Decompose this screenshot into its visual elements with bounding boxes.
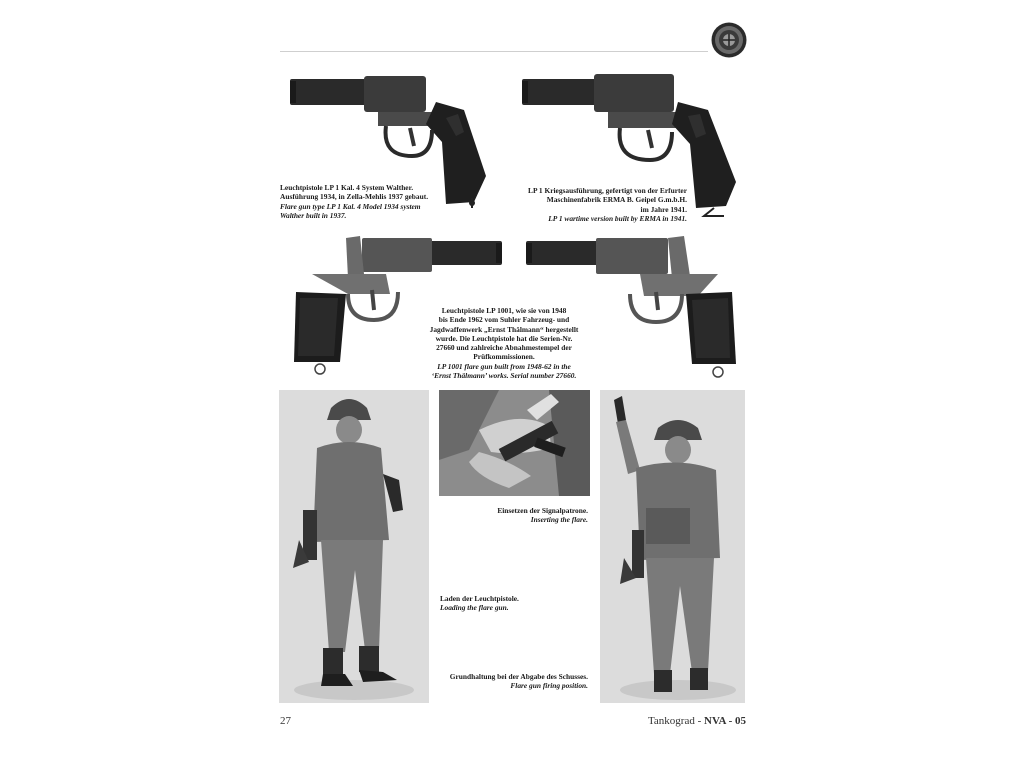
nva-emblem-icon [711,22,747,58]
soldier-firing-photo [600,390,745,703]
caption-firing [440,672,588,691]
caption-lp1001 [420,306,588,380]
publisher-name: Tankograd - [647,715,705,727]
caption-lp1-erma-en-1: LP 1 wartime version built by ERMA in 1941. [548,213,687,223]
caption-lp1-walther [280,183,428,220]
caption-lp1001-de-4: wurde. Die Leuchtpistole hat die Serien-Nr. [435,333,573,343]
caption-firing-en-1: Flare gun firing position. [510,681,588,691]
caption-lp1-walther-de-2: Ausführung 1934, in Zella-Mehlis 1937 gebaut. [280,192,429,202]
caption-lp1001-de-3: Jagdwaffenwerk „Ernst Thälmann“ hergestellt [429,324,579,334]
caption-lp1-erma [500,186,687,223]
caption-firing-de-1: Grundhaltung bei der Abgabe des Schusses. [449,672,588,681]
caption-lp1001-de-6: Prüfkommissionen. [473,352,535,362]
caption-inserting-de-1: Einsetzen der Signalpatrone. [497,506,588,515]
caption-lp1-erma-de-3: im Jahre 1941. [640,204,687,214]
caption-lp1-walther-de-1: Leuchtpistole LP 1 Kal. 4 System Walther. [280,183,414,192]
caption-inserting [440,506,588,525]
caption-lp1001-de-1: Leuchtpistole LP 1001, wie sie von 1948 [441,306,567,315]
caption-lp1-erma-de-1: LP 1 Kriegsausführung, gefertigt von der Erfurter [528,186,687,195]
caption-lp1-walther-en-1: Flare gun type LP 1 Kal. 4 Model 1934 system [280,201,421,211]
inserting-flare-photo [439,390,590,496]
caption-lp1-erma-de-2: Maschinenfabrik ERMA B. Geipel G.m.b.H. [546,195,687,205]
caption-loading [440,594,519,613]
publisher-footer [640,715,746,727]
caption-lp1-walther-en-2: Walther built in 1937. [280,210,347,220]
caption-lp1001-de-2: bis Ende 1962 vom Suhler Fahrzeug- und [438,315,570,325]
caption-loading-en-1: Loading the flare gun. [440,603,509,613]
page-number: 27 [280,715,291,727]
caption-lp1001-en-2: ‘Ernst Thälmann’ works. Serial number 27660. [431,371,577,381]
soldier-loading-photo [279,390,429,703]
caption-loading-de-1: Laden der Leuchtpistole. [440,594,519,603]
caption-lp1001-de-5: 27660 und zahlreiche Abnahmestempel der [436,343,572,353]
caption-inserting-en-1: Inserting the flare. [530,515,588,525]
series-name: NVA - 05 [704,715,746,727]
header-rule [280,51,708,52]
caption-lp1001-en-1: LP 1001 flare gun built from 1948-62 in the [437,361,571,371]
